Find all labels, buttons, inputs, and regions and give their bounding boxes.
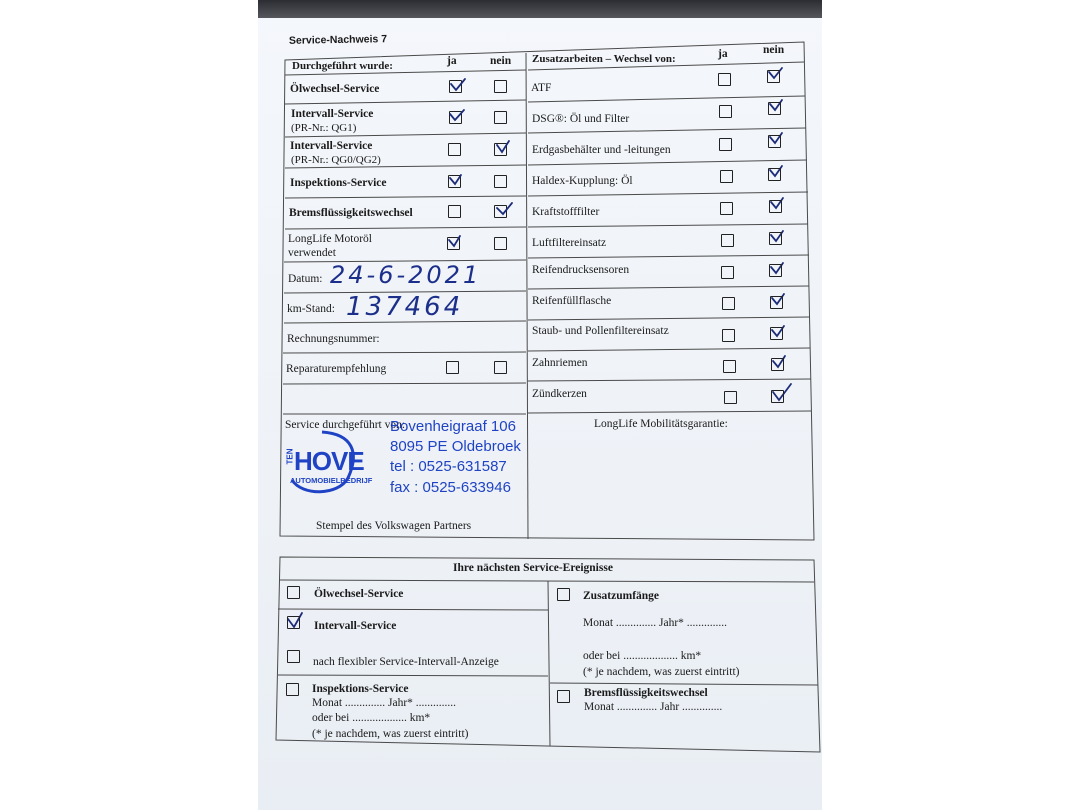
stamp-address-2: 8095 PE Oldebroek bbox=[390, 438, 521, 455]
zahnriemen-nein-checkbox[interactable] bbox=[771, 358, 784, 371]
next-oelwechsel-label: Ölwechsel-Service bbox=[314, 588, 404, 600]
rechnung-label: Rechnungsnummer: bbox=[287, 333, 380, 345]
right-row-zuendkerzen: Zündkerzen bbox=[532, 388, 587, 400]
km-label: km-Stand: bbox=[287, 303, 335, 315]
reparatur-nein-checkbox[interactable] bbox=[494, 361, 507, 374]
datum-label: Datum: bbox=[288, 273, 323, 285]
check-mark bbox=[450, 175, 461, 184]
next-zusatz-monat: Monat .............. Jahr* .............. bbox=[583, 617, 728, 629]
next-inspektion-monat: Monat .............. Jahr* .............. bbox=[312, 697, 457, 709]
haldex-ja-checkbox[interactable] bbox=[720, 170, 733, 183]
next-zusatz-oder: oder bei ................... km* bbox=[583, 650, 702, 662]
luftfilter-nein-checkbox[interactable] bbox=[769, 232, 782, 245]
row-longlife-label: LongLife Motoröl bbox=[288, 233, 372, 245]
stamp-brand-top: TEN bbox=[285, 448, 295, 465]
col-nein-right: nein bbox=[763, 44, 785, 56]
mobility-label: LongLife Mobilitätsgarantie: bbox=[594, 418, 728, 430]
haldex-nein-checkbox[interactable] bbox=[768, 168, 781, 181]
right-header: Zusatzarbeiten – Wechsel von: bbox=[532, 53, 676, 65]
next-flexibel-label: nach flexibler Service-Intervall-Anzeige bbox=[313, 656, 499, 668]
erdgas-nein-checkbox[interactable] bbox=[768, 135, 781, 148]
next-inspektion-note: (* je nachdem, was zuerst eintritt) bbox=[312, 728, 469, 740]
next-events-header: Ihre nächsten Service-Ereignisse bbox=[453, 562, 613, 574]
row-intervall-qg1-sub: (PR-Nr.: QG1) bbox=[291, 122, 357, 134]
reparatur-ja-checkbox[interactable] bbox=[446, 361, 459, 374]
right-row-dsg: DSG®: Öl und Filter bbox=[532, 113, 630, 125]
right-row-pollenfilter: Staub- und Pollenfiltereinsatz bbox=[532, 325, 669, 337]
next-brems-checkbox[interactable] bbox=[557, 690, 570, 703]
km-value: 137464 bbox=[346, 292, 464, 322]
right-row-reifendruck: Reifendrucksensoren bbox=[532, 264, 630, 276]
next-zusatz-label: Zusatzumfänge bbox=[583, 590, 660, 602]
check-mark bbox=[449, 236, 460, 246]
row-intervall-qg1-label: Intervall-Service bbox=[291, 108, 374, 120]
right-row-luftfilter: Luftfiltereinsatz bbox=[532, 237, 607, 249]
next-inspektion-checkbox[interactable] bbox=[286, 683, 299, 696]
row-inspektion-label: Inspektions-Service bbox=[290, 177, 387, 189]
datum-value: 24-6-2021 bbox=[330, 261, 482, 289]
stamp-tel: tel : 0525-631587 bbox=[390, 458, 507, 475]
stamp-brand-sub: AUTOMOBIELBEDRIJF bbox=[290, 476, 373, 485]
row-brems-label: Bremsflüssigkeitswechsel bbox=[289, 207, 413, 219]
col-ja-right: ja bbox=[718, 48, 728, 60]
next-zusatz-checkbox[interactable] bbox=[557, 588, 570, 601]
pollenfilter-ja-checkbox[interactable] bbox=[722, 329, 735, 342]
pollenfilter-nein-checkbox[interactable] bbox=[770, 327, 783, 340]
zuendkerzen-ja-checkbox[interactable] bbox=[724, 391, 737, 404]
right-row-erdgas: Erdgasbehälter und -leitungen bbox=[532, 144, 671, 156]
next-brems-label: Bremsflüssigkeitswechsel bbox=[584, 687, 708, 699]
row-intervall-qg0-label: Intervall-Service bbox=[290, 140, 373, 152]
dsg-nein-checkbox[interactable] bbox=[768, 102, 781, 115]
row-oelwechsel-label: Ölwechsel-Service bbox=[290, 83, 380, 95]
next-intervall-label: Intervall-Service bbox=[314, 620, 397, 632]
stamp-logo bbox=[282, 430, 378, 500]
next-inspektion-label: Inspektions-Service bbox=[312, 683, 409, 695]
stamp-address-1: Bovenheigraaf 106 bbox=[390, 418, 516, 435]
reifendruck-ja-checkbox[interactable] bbox=[721, 266, 734, 279]
right-row-atf: ATF bbox=[531, 82, 552, 94]
zahnriemen-ja-checkbox[interactable] bbox=[723, 360, 736, 373]
atf-nein-checkbox[interactable] bbox=[767, 70, 780, 83]
reifendruck-nein-checkbox[interactable] bbox=[769, 264, 782, 277]
stamp-fax: fax : 0525-633946 bbox=[390, 479, 511, 496]
stamp-brand: HOVE bbox=[294, 446, 364, 476]
check-mark bbox=[450, 110, 464, 120]
col-ja-left: ja bbox=[447, 55, 457, 67]
next-oelwechsel-checkbox[interactable] bbox=[287, 586, 300, 599]
right-row-haldex: Haldex-Kupplung: Öl bbox=[532, 175, 633, 187]
next-inspektion-oder: oder bei ................... km* bbox=[312, 712, 431, 724]
right-row-zahnriemen: Zahnriemen bbox=[532, 357, 588, 369]
reifenfuell-ja-checkbox[interactable] bbox=[722, 297, 735, 310]
next-zusatz-note: (* je nachdem, was zuerst eintritt) bbox=[583, 666, 740, 678]
col-nein-left: nein bbox=[490, 55, 512, 67]
service-by-label: Service durchgeführt von: bbox=[285, 419, 406, 431]
dsg-ja-checkbox[interactable] bbox=[719, 105, 732, 118]
row-intervall-qg0-sub: (PR-Nr.: QG0/QG2) bbox=[291, 154, 381, 166]
page-title: Service-Nachweis 7 bbox=[288, 33, 388, 47]
atf-ja-checkbox[interactable] bbox=[718, 73, 731, 86]
right-row-reifenfuell: Reifenfüllflasche bbox=[532, 295, 612, 307]
next-flexibel-checkbox[interactable] bbox=[287, 650, 300, 663]
zuendkerzen-nein-checkbox[interactable] bbox=[771, 390, 784, 403]
check-mark bbox=[497, 203, 512, 214]
next-intervall-checkbox[interactable] bbox=[287, 616, 300, 629]
kraftstoff-ja-checkbox[interactable] bbox=[720, 202, 733, 215]
reparatur-label: Reparaturempfehlung bbox=[286, 363, 387, 375]
check-mark bbox=[497, 141, 509, 152]
check-mark bbox=[451, 79, 465, 90]
stempel-label: Stempel des Volkswagen Partners bbox=[316, 520, 472, 532]
right-row-kraftstoff: Kraftstofffilter bbox=[532, 206, 600, 218]
next-brems-monat: Monat .............. Jahr .............. bbox=[584, 701, 723, 713]
kraftstoff-nein-checkbox[interactable] bbox=[769, 200, 782, 213]
reifenfuell-nein-checkbox[interactable] bbox=[770, 296, 783, 309]
luftfilter-ja-checkbox[interactable] bbox=[721, 234, 734, 247]
left-header: Durchgeführt wurde: bbox=[292, 60, 393, 72]
erdgas-ja-checkbox[interactable] bbox=[719, 138, 732, 151]
row-longlife-sub: verwendet bbox=[288, 247, 336, 259]
